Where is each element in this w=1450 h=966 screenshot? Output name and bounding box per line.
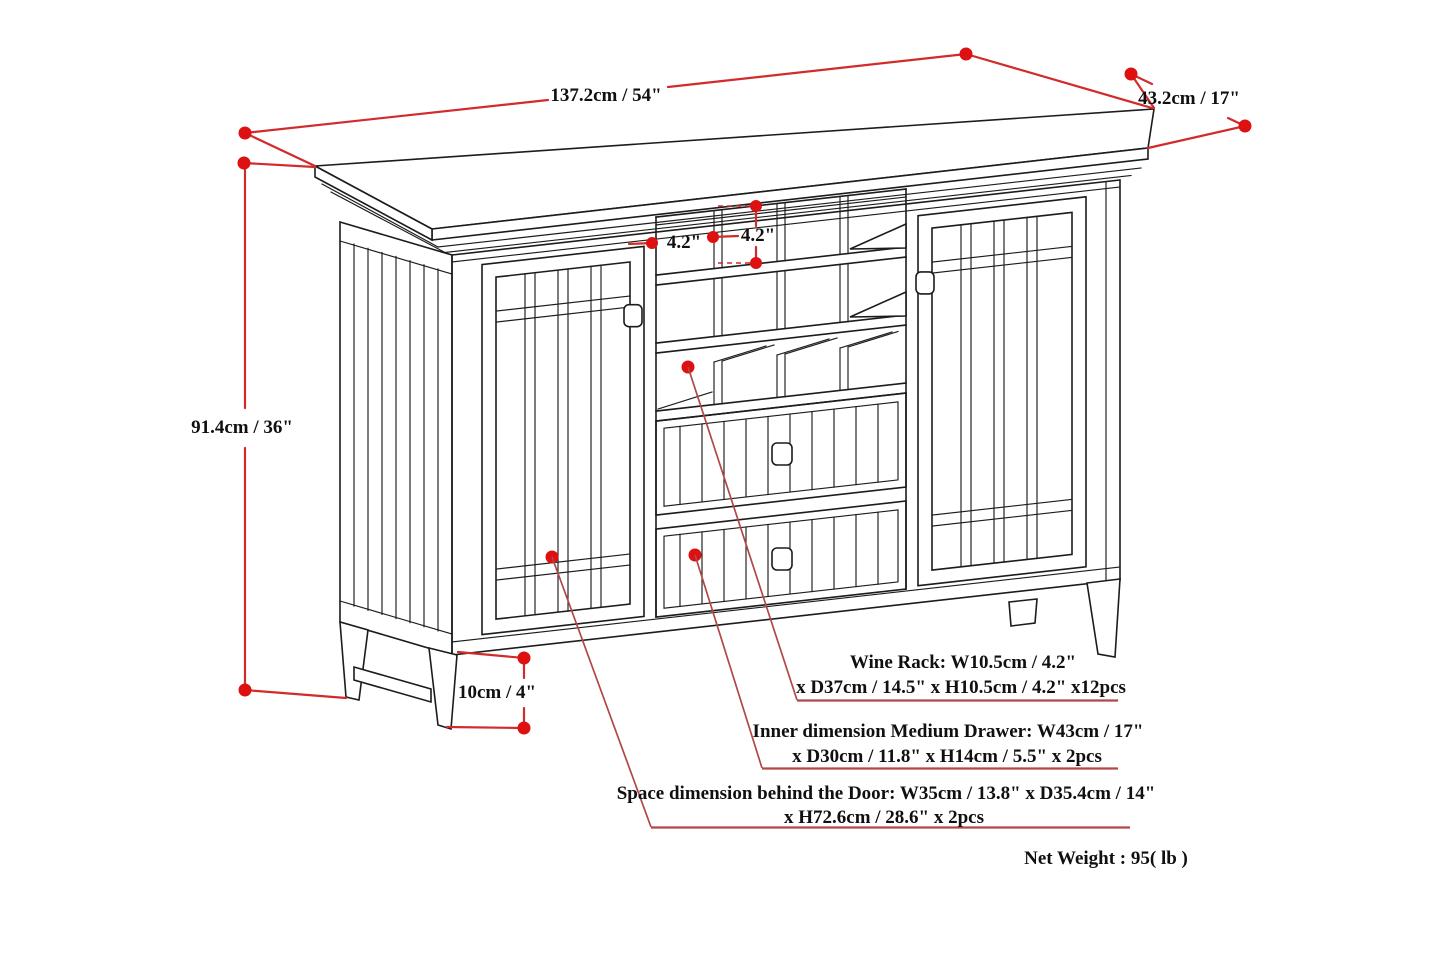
- width-label: 137.2cm / 54": [550, 85, 662, 106]
- drawer-1-knob: [772, 443, 792, 465]
- drawer-2-knob: [772, 548, 792, 570]
- drawer-1: [656, 393, 906, 515]
- cabinet-body: [452, 180, 1120, 655]
- cabinet-top: [315, 109, 1154, 253]
- height-label: 91.4cm / 36": [191, 417, 293, 438]
- cubby-height-label: 4.2": [740, 225, 776, 246]
- cubby-width-label: 4.2": [666, 232, 702, 253]
- leg-height-dimension: [447, 652, 536, 735]
- right-door: [916, 197, 1086, 586]
- depth-label: 43.2cm / 17": [1138, 88, 1240, 109]
- leg-height-label: 10cm / 4": [457, 682, 537, 703]
- left-door-knob: [624, 305, 642, 327]
- cabinet-drawing: [315, 109, 1154, 729]
- left-door: [482, 246, 644, 634]
- wine-rack-text-line2: x D37cm / 14.5" x H10.5cm / 4.2" x12pcs: [796, 677, 1126, 698]
- door-space-text-line1: Space dimension behind the Door: W35cm / 13.8" x D35.4cm / 14": [616, 783, 1156, 804]
- door-space-text-line2: x H72.6cm / 28.6" x 2pcs: [783, 807, 985, 828]
- wine-rack-text-line1: Wine Rack: W10.5cm / 4.2": [849, 652, 1077, 673]
- medium-drawer-text-line2: x D30cm / 11.8" x H14cm / 5.5" x 2pcs: [792, 746, 1102, 767]
- height-dimension: [191, 157, 346, 699]
- right-door-knob: [916, 272, 934, 294]
- medium-drawer-text-line1: Inner dimension Medium Drawer: W43cm / 17": [752, 721, 1144, 742]
- side-panel: [340, 222, 452, 655]
- net-weight-text: Net Weight : 95( lb ): [1024, 848, 1188, 869]
